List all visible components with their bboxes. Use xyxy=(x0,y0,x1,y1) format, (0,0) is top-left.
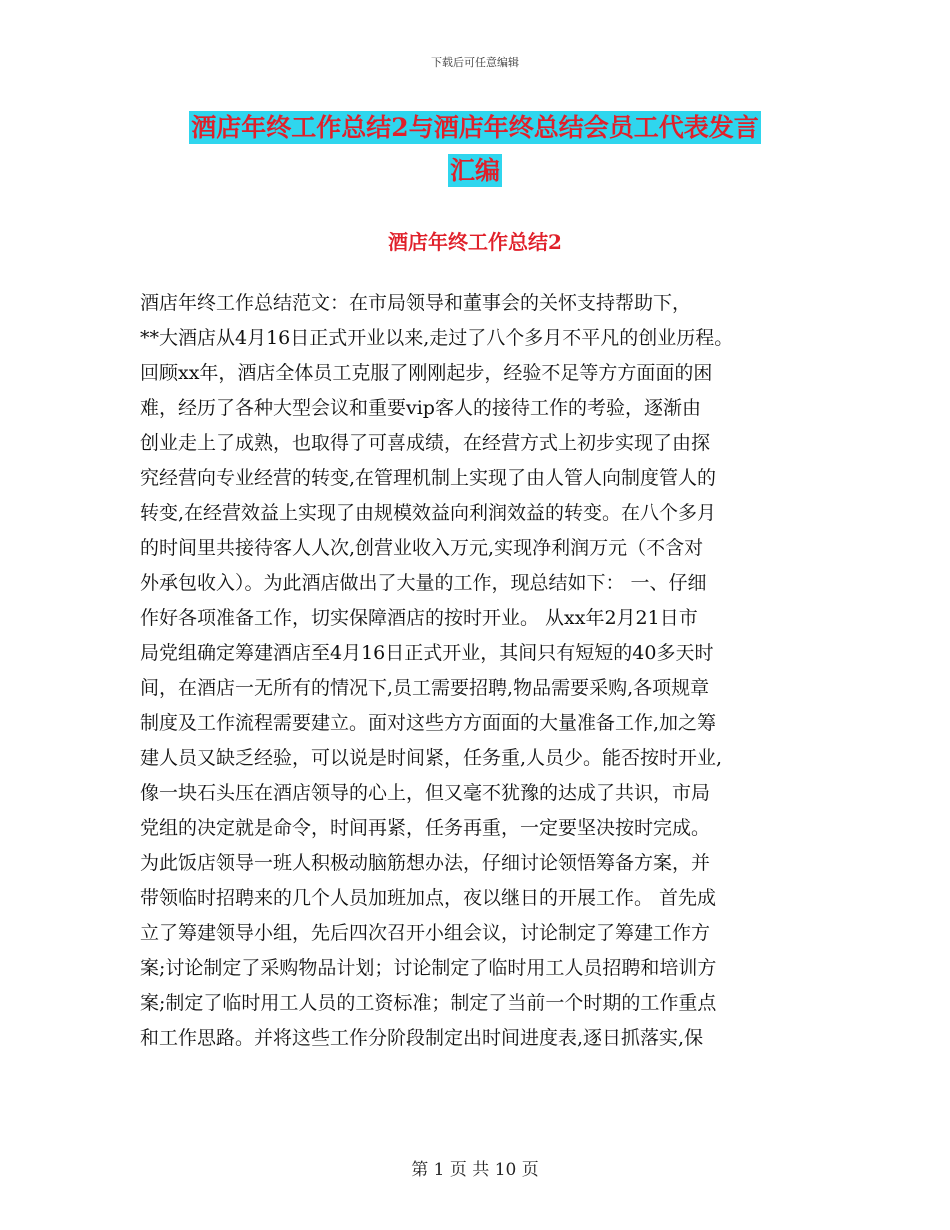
body-line: 回顾xx年，酒店全体员工克服了刚刚起步，经验不足等方方面面的困 xyxy=(140,362,713,384)
title-highlight: 酒店年终工作总结2与酒店年终总结会员工代表发言 xyxy=(191,113,759,142)
title-highlight: 汇编 xyxy=(449,156,500,185)
section-heading: 酒店年终工作总结2 xyxy=(388,230,562,254)
body-line: 难，经历了各种大型会议和重要vip客人的接待工作的考验，逐渐由 xyxy=(140,397,701,419)
body-line: 酒店年终工作总结范文：在市局领导和董事会的关怀支持帮助下， xyxy=(140,292,692,314)
body-line: 案;讨论制定了采购物品计划；讨论制定了临时用工人员招聘和培训方 xyxy=(140,957,717,979)
body-line: 立了筹建领导小组，先后四次召开小组会议，讨论制定了筹建工作方 xyxy=(140,922,711,944)
body-line: 制度及工作流程需要建立。面对这些方方面面的大量准备工作,加之筹 xyxy=(140,712,717,734)
document-title-line-1 xyxy=(0,113,950,143)
body-line: **大酒店从4月16日正式开业以来,走过了八个多月不平凡的创业历程。 xyxy=(140,327,734,349)
page-number: 第 1 页 共 10 页 xyxy=(411,1160,539,1180)
page-header-note: 下载后可任意编辑 xyxy=(431,56,519,69)
body-line: 像一块石头压在酒店领导的心上，但又毫不犹豫的达成了共识，市局 xyxy=(140,782,711,804)
body-line: 创业走上了成熟，也取得了可喜成绩，在经营方式上初步实现了由探 xyxy=(140,432,711,454)
body-line: 间，在酒店一无所有的情况下,员工需要招聘,物品需要采购,各项规章 xyxy=(140,677,710,699)
body-line: 党组的决定就是命令，时间再紧，任务再重，一定要坚决按时完成。 xyxy=(140,817,711,839)
body-line: 究经营向专业经营的转变,在管理机制上实现了由人管人向制度管人的 xyxy=(140,467,717,489)
body-line: 建人员又缺乏经验，可以说是时间紧，任务重,人员少。能否按时开业, xyxy=(140,747,723,769)
body-line: 和工作思路。并将这些工作分阶段制定出时间进度表,逐日抓落实,保 xyxy=(140,1027,704,1049)
body-line: 带领临时招聘来的几个人员加班加点，夜以继日的开展工作。 首先成 xyxy=(140,887,717,909)
body-line: 案;制定了临时用工人员的工资标准；制定了当前一个时期的工作重点 xyxy=(140,992,717,1014)
body-line: 转变,在经营效益上实现了由规模效益向利润效益的转变。在八个多月 xyxy=(140,502,717,524)
body-line: 作好各项准备工作，切实保障酒店的按时开业。 从xx年2月21日市 xyxy=(140,607,698,629)
body-line: 的时间里共接待客人人次,创营业收入万元,实现净利润万元（不含对 xyxy=(140,537,704,559)
body-line: 局党组确定筹建酒店至4月16日正式开业，其间只有短短的40多天时 xyxy=(140,642,714,664)
document-title-line-2 xyxy=(0,156,950,186)
body-line: 为此饭店领导一班人积极动脑筋想办法，仔细讨论领悟筹备方案，并 xyxy=(140,852,711,874)
body-line: 外承包收入）。为此酒店做出了大量的工作，现总结如下： 一、仔细 xyxy=(140,572,707,594)
